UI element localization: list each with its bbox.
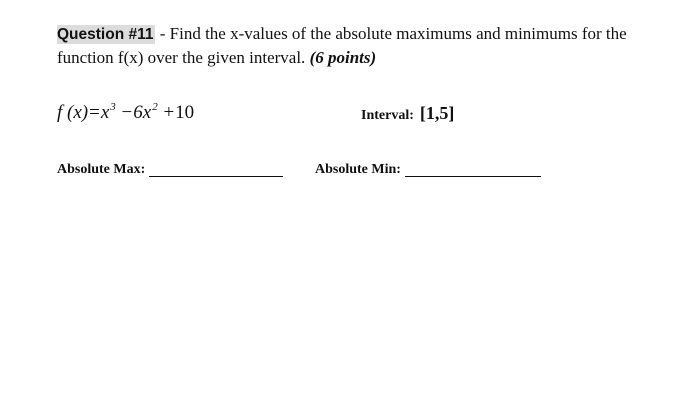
formula-constant: 10: [175, 102, 195, 123]
absolute-min-label: Absolute Min:: [315, 162, 401, 177]
question-body: - Find the x-values of the absolute maximums and minimums for the function f(x) over the given interval.: [57, 24, 627, 67]
formula-plus: +: [163, 102, 175, 123]
interval-value: [1,5]: [419, 103, 455, 123]
absolute-max-blank[interactable]: [149, 162, 283, 177]
interval: [361, 103, 454, 124]
interval-label: Interval:: [361, 108, 414, 123]
function-formula: [57, 101, 194, 124]
formula-equals: =: [89, 102, 100, 123]
absolute-min-answer: [315, 161, 541, 179]
absolute-max-label: Absolute Max:: [57, 162, 146, 177]
formula-x: x: [100, 102, 110, 123]
question-text: [57, 22, 657, 69]
formula-exponent-3: 3: [110, 101, 116, 113]
question-points: (6 points): [309, 48, 377, 67]
formula-exponent-2: 2: [152, 101, 158, 113]
formula-minus: −: [121, 102, 133, 123]
formula-term-6x: 6x: [133, 102, 152, 123]
formula-lhs: f (x): [57, 102, 89, 123]
absolute-min-blank[interactable]: [405, 162, 541, 177]
question-number: Question #11: [57, 26, 154, 43]
absolute-max-answer: [57, 161, 283, 179]
